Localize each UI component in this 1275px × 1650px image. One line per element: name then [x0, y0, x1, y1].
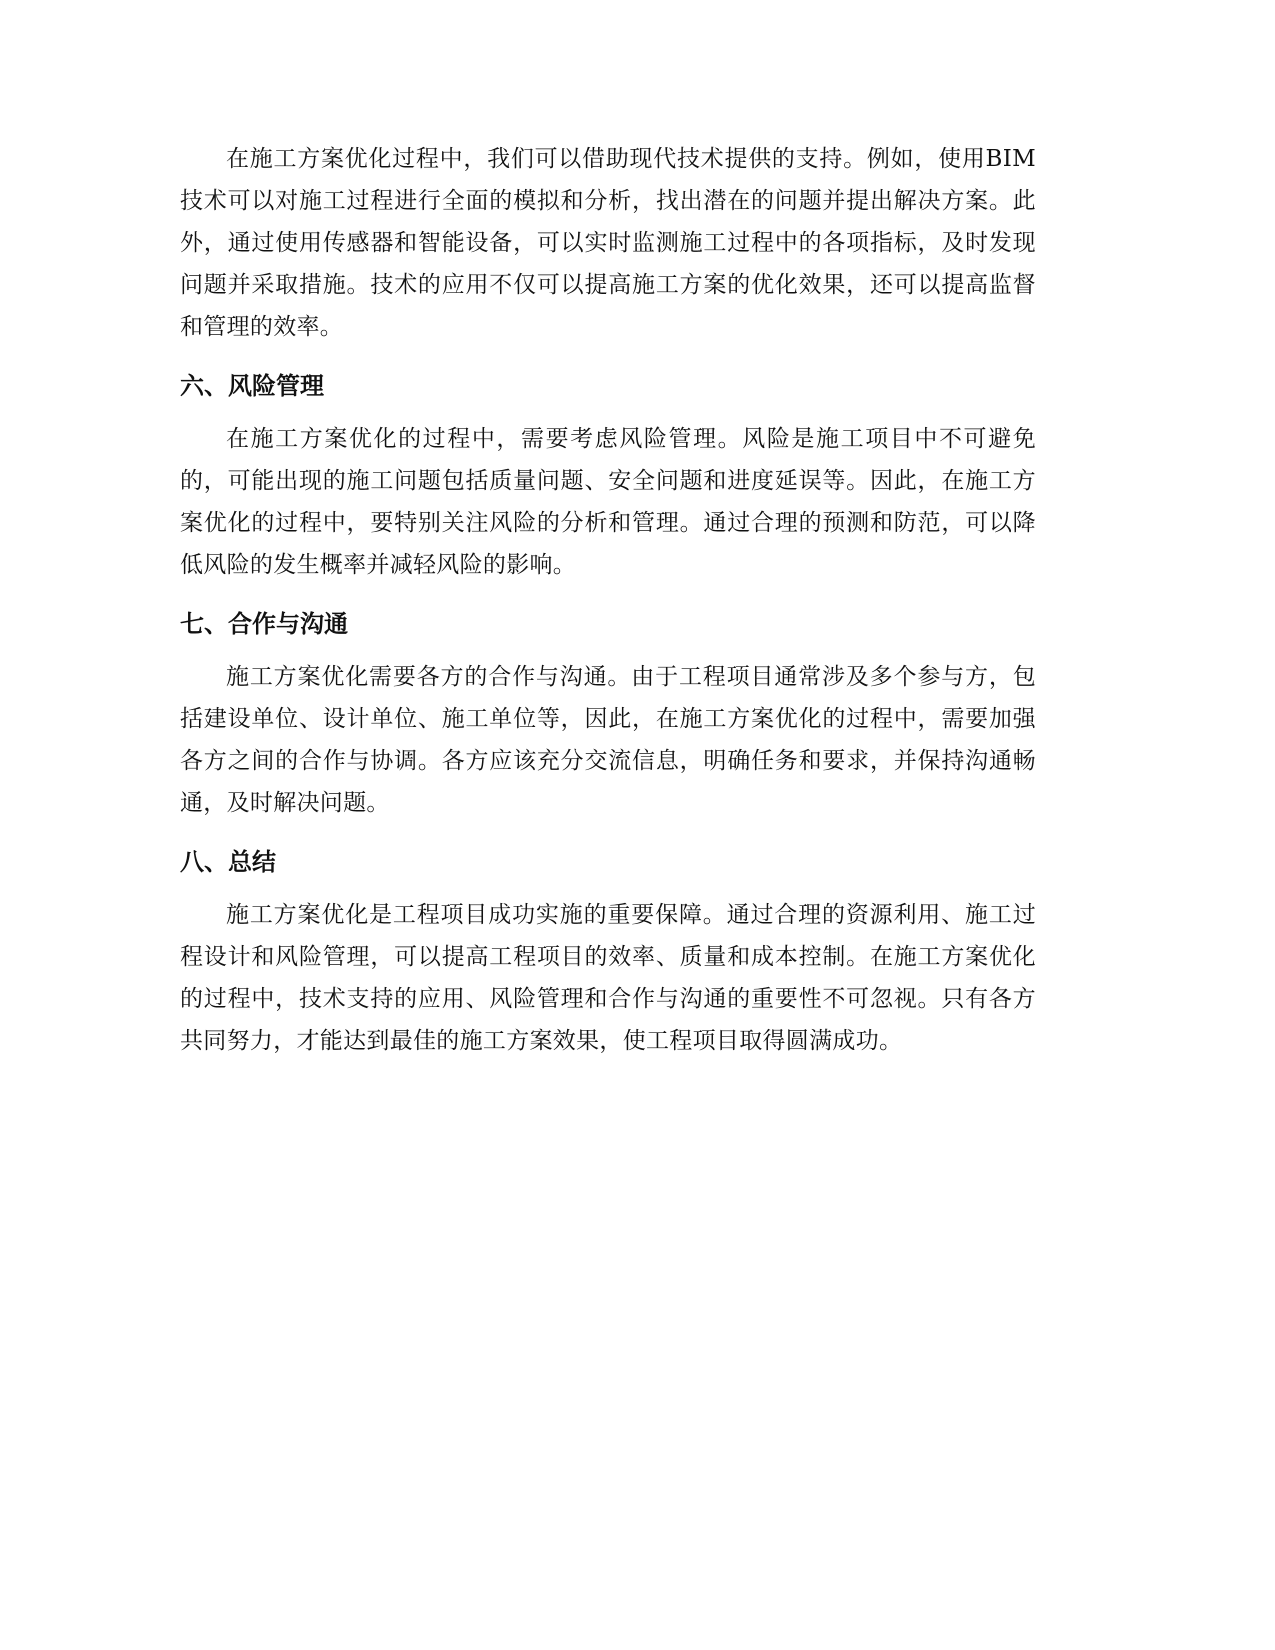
summary-paragraph: 施工方案优化是工程项目成功实施的重要保障。通过合理的资源利用、施工过程设计和风险管理，可以提高工程项目的效率、质量和成本控制。在施工方案优化的过程中，技术支持的应用、风险管理和合作与沟通的重要性不可忽视。只有各方共同努力，才能达到最佳的施工方案效果，使工程项目取得圆满成功。 [180, 902, 1036, 1054]
section-heading-risk-management: 六、风险管理 [180, 372, 324, 400]
section-heading-summary: 八、总结 [180, 848, 276, 876]
document-page [180, 138, 1036, 1062]
intro-paragraph: 在施工方案优化过程中，我们可以借助现代技术提供的支持。例如，使用BIM技术可以对施工过程进行全面的模拟和分析，找出潜在的问题并提出解决方案。此外，通过使用传感器和智能设备，可以实时监测施工过程中的各项指标，及时发现问题并采取措施。技术的应用不仅可以提高施工方案的优化效果，还可以提高监督和管理的效率。 [180, 146, 1036, 340]
risk-management-paragraph: 在施工方案优化的过程中，需要考虑风险管理。风险是施工项目中不可避免的，可能出现的施工问题包括质量问题、安全问题和进度延误等。因此，在施工方案优化的过程中，要特别关注风险的分析和管理。通过合理的预测和防范，可以降低风险的发生概率并减轻风险的影响。 [180, 426, 1036, 578]
section-heading-cooperation-communication: 七、合作与沟通 [180, 610, 348, 638]
cooperation-communication-paragraph: 施工方案优化需要各方的合作与沟通。由于工程项目通常涉及多个参与方，包括建设单位、设计单位、施工单位等，因此，在施工方案优化的过程中，需要加强各方之间的合作与协调。各方应该充分交流信息，明确任务和要求，并保持沟通畅通，及时解决问题。 [180, 664, 1036, 816]
